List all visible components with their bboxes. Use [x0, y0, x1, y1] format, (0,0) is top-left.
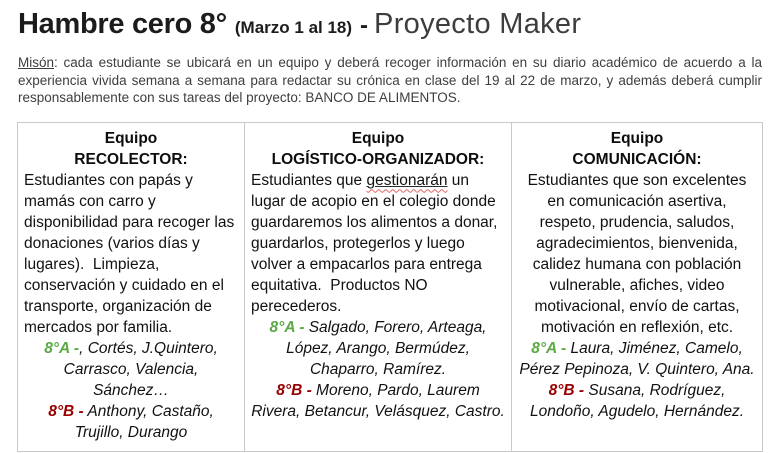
- team-group-a-logistico: [251, 317, 505, 380]
- team-title-recolector: [24, 128, 238, 170]
- title-main-text: Hambre cero 8°: [18, 8, 227, 40]
- team-group-b-recolector: [24, 401, 238, 443]
- team-title-line1: Equipo: [351, 129, 405, 147]
- description-text: Estudiantes con papás y mamás con carro y disponibilidad para recoger las donaciones (varios días y lugares). Limpieza, conservación y cuidado en el transporte, organización de mercados por familia.: [24, 171, 239, 336]
- team-group-a-comunicacion: [518, 338, 756, 380]
- page-title: [18, 8, 779, 41]
- team-description-logistico: [251, 170, 505, 317]
- group-b-names: Anthony, Castaño, Trujillo, Durango: [74, 402, 214, 441]
- group-a-names: Laura, Jiménez, Camelo, Pérez Pepinoza, V. Quintero, Ana.: [519, 339, 755, 378]
- team-cell-logistico-organizador: [245, 122, 512, 451]
- underlined-word-wrap: [366, 172, 447, 189]
- team-cell-comunicacion: [512, 122, 763, 451]
- team-title-line1: Equipo: [104, 129, 158, 147]
- group-a-label: 8°A -: [531, 339, 567, 357]
- mission-label: Misón: [18, 55, 55, 70]
- team-cell-recolector: [18, 122, 245, 451]
- teams-table: [17, 122, 763, 452]
- group-b-names: Moreno, Pardo, Laurem Rivera, Betancur, Velásquez, Castro.: [251, 381, 505, 420]
- team-group-b-comunicacion: [518, 380, 756, 422]
- title-subtitle-text: Proyecto Maker: [374, 8, 582, 40]
- table-row: [18, 122, 763, 451]
- group-b-label: 8°B -: [548, 381, 585, 399]
- description-text: Estudiantes que son excelentes en comunicación asertiva, respeto, prudencia, saludos, agradecimientos, bienvenida, calidez humana con población vulnerable, afiches, video motivacional, envío de cartas, motivación en reflexión, etc.: [527, 171, 751, 336]
- team-description-recolector: [24, 170, 238, 338]
- title-separator: -: [360, 12, 369, 39]
- description-text: un lugar de acopio en el colegio donde guardaremos los alimentos a donar, guardarlos, protegerlos y luego volver a empacarlos para entrega equitativa. Productos NO perecederos.: [251, 171, 502, 315]
- team-title-line2: LOGÍSTICO-ORGANIZADOR:: [271, 150, 485, 168]
- group-a-names: Salgado, Forero, Arteaga, López, Arango, Bermúdez, Chaparro, Ramírez.: [286, 318, 487, 378]
- group-a-label: 8°A -: [269, 318, 305, 336]
- group-b-label: 8°B -: [48, 402, 84, 420]
- team-title-line2: COMUNICACIÓN:: [572, 150, 702, 168]
- title-dates-text: (Marzo 1 al 18): [234, 18, 353, 37]
- team-description-comunicacion: [518, 170, 756, 338]
- team-group-b-logistico: [251, 380, 505, 422]
- team-title-line1: Equipo: [610, 129, 664, 147]
- misspelled-word: gestionarán: [366, 171, 448, 189]
- team-group-a-recolector: [24, 338, 238, 401]
- mission-paragraph: [18, 54, 762, 107]
- group-a-label: 8°A -: [44, 339, 80, 357]
- group-b-label: 8°B -: [276, 381, 312, 399]
- team-title-comunicacion: [518, 128, 756, 170]
- team-title-line2: RECOLECTOR:: [74, 150, 188, 168]
- description-text: Estudiantes que: [251, 171, 367, 189]
- mission-text: : cada estudiante se ubicará en un equipo y deberá recoger información en su diario académico de acuerdo a la experiencia vivida semana a semana para redactar su crónica en clase del 19 al 22 de marzo, y además deberá cumplir responsablemente con sus tareas del proyecto: BANCO DE ALIMENTOS.: [18, 55, 762, 105]
- group-a-names: , Cortés, J.Quintero, Carrasco, Valencia, Sánchez…: [63, 339, 218, 399]
- team-title-logistico: [251, 128, 505, 170]
- group-b-names: Susana, Rodríguez, Londoño, Agudelo, Hernández.: [529, 381, 744, 420]
